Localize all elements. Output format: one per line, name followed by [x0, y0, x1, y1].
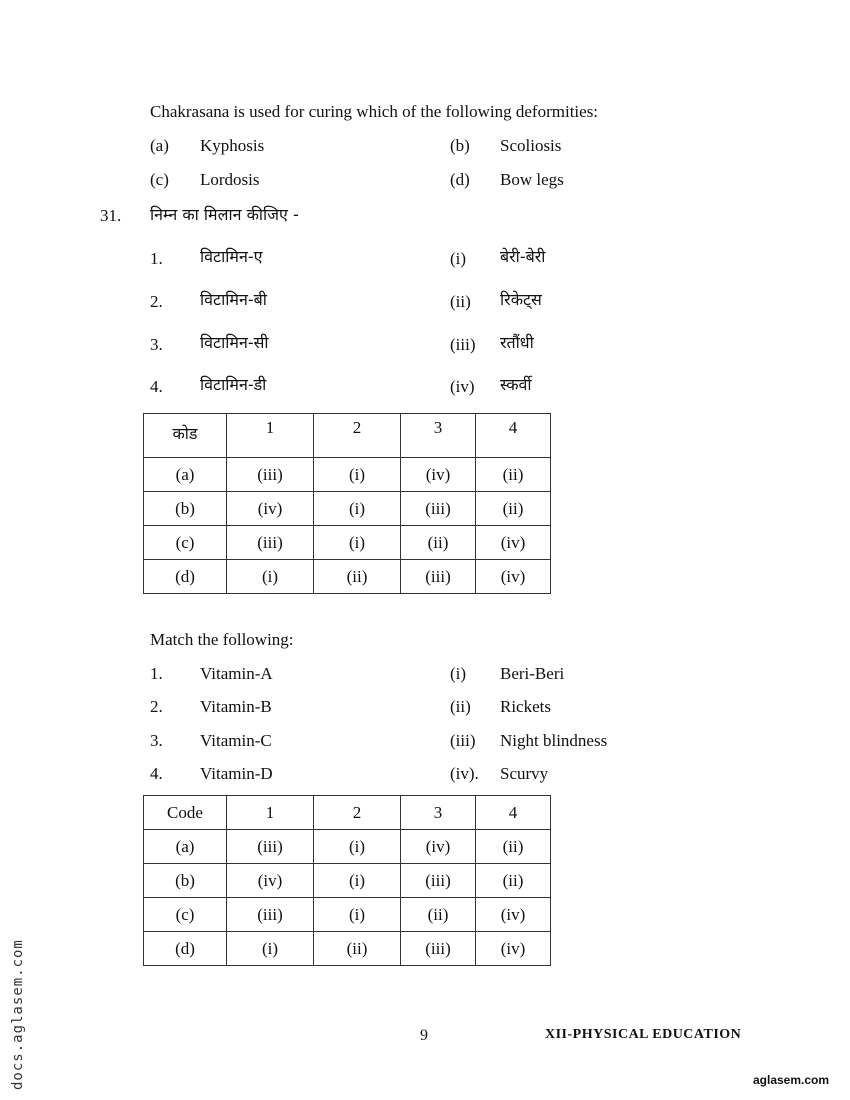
q30-option-a-label: (a) [150, 136, 169, 155]
q30-option-c-text: Lordosis [200, 170, 260, 189]
english-left-item-1: Vitamin-A [200, 664, 273, 683]
hindi-right-num-1: (i) [450, 249, 467, 268]
table-cell: (b) [144, 492, 227, 526]
hindi-right-item-4: स्कर्वी [500, 375, 532, 394]
table-cell: (iii) [227, 458, 314, 492]
q30-option-d-label: (d) [450, 170, 470, 189]
table-header-cell: 1 [227, 414, 314, 458]
q30-option-d-text: Bow legs [500, 170, 564, 189]
q30-question: Chakrasana is used for curing which of the following deformities: [150, 102, 599, 121]
table-cell: (iv) [227, 492, 314, 526]
hindi-left-num-2: 2. [150, 292, 163, 311]
hindi-code-table [143, 413, 551, 594]
table-cell: (b) [144, 864, 227, 898]
table-cell: (ii) [476, 864, 551, 898]
table-cell: (iv) [476, 898, 551, 932]
table-cell: (c) [144, 898, 227, 932]
table-cell: (ii) [476, 458, 551, 492]
table-header-cell: 3 [401, 414, 476, 458]
table-header-row [144, 414, 551, 458]
table-cell: (iv) [401, 830, 476, 864]
table-cell: (iv) [401, 458, 476, 492]
table-row [144, 932, 551, 966]
english-right-num-3: (iii) [450, 731, 476, 750]
hindi-right-item-1: बेरी-बेरी [500, 247, 546, 266]
table-cell: (i) [314, 526, 401, 560]
english-right-num-2: (ii) [450, 697, 471, 716]
table-cell: (i) [314, 864, 401, 898]
hindi-right-num-4: (iv) [450, 377, 475, 396]
table-cell: (iv) [476, 932, 551, 966]
q31-hindi-prompt: निम्न का मिलान कीजिए - [150, 205, 299, 224]
table-cell: (i) [314, 492, 401, 526]
table-row [144, 526, 551, 560]
hindi-right-num-2: (ii) [450, 292, 471, 311]
hindi-left-num-1: 1. [150, 249, 163, 268]
q30-option-a-text: Kyphosis [200, 136, 265, 155]
table-cell: (iv) [476, 526, 551, 560]
table-cell: (d) [144, 560, 227, 594]
brand-link[interactable]: aglasem.com [753, 1073, 830, 1087]
table-cell: (ii) [476, 830, 551, 864]
table-cell: (a) [144, 830, 227, 864]
hindi-left-item-4: विटामिन-डी [200, 375, 267, 394]
english-right-item-4: Scurvy [500, 764, 549, 783]
hindi-right-num-3: (iii) [450, 335, 476, 354]
english-code-table [143, 795, 551, 966]
table-cell: (iv) [476, 560, 551, 594]
table-header-cell: 3 [401, 796, 476, 830]
table-cell: (iii) [401, 492, 476, 526]
table-cell: (ii) [401, 526, 476, 560]
english-left-num-4: 4. [150, 764, 163, 783]
table-header-cell: 4 [476, 414, 551, 458]
english-left-num-3: 3. [150, 731, 163, 750]
table-cell: (i) [227, 560, 314, 594]
table-cell: (a) [144, 458, 227, 492]
english-left-item-3: Vitamin-C [200, 731, 272, 750]
hindi-left-item-1: विटामिन-ए [200, 247, 263, 266]
table-row [144, 560, 551, 594]
table-cell: (iii) [401, 864, 476, 898]
table-cell: (d) [144, 932, 227, 966]
table-cell: (iv) [227, 864, 314, 898]
table-cell: (ii) [401, 898, 476, 932]
table-cell: (c) [144, 526, 227, 560]
table-header-cell: 1 [227, 796, 314, 830]
english-left-num-1: 1. [150, 664, 163, 683]
table-cell: (ii) [314, 560, 401, 594]
table-header-cell: 2 [314, 796, 401, 830]
table-cell: (iii) [401, 932, 476, 966]
english-right-num-4: (iv). [450, 764, 479, 783]
table-header-cell: 4 [476, 796, 551, 830]
hindi-left-item-3: विटामिन-सी [200, 333, 269, 352]
english-right-num-1: (i) [450, 664, 467, 683]
english-right-item-1: Beri-Beri [500, 664, 565, 683]
table-cell: (iii) [401, 560, 476, 594]
english-right-item-3: Night blindness [500, 731, 608, 750]
english-left-item-4: Vitamin-D [200, 764, 273, 783]
english-left-num-2: 2. [150, 697, 163, 716]
table-cell: (ii) [476, 492, 551, 526]
table-header-row [144, 796, 551, 830]
table-row [144, 864, 551, 898]
hindi-right-item-2: रिकेट्स [500, 290, 542, 309]
table-cell: (iii) [227, 830, 314, 864]
q30-option-c-label: (c) [150, 170, 169, 189]
english-left-item-2: Vitamin-B [200, 697, 272, 716]
english-right-item-2: Rickets [500, 697, 551, 716]
hindi-right-item-3: रतौंधी [500, 333, 534, 352]
table-cell: (iii) [227, 898, 314, 932]
table-header-cell: कोड [144, 414, 227, 458]
table-row [144, 458, 551, 492]
table-cell: (i) [314, 898, 401, 932]
watermark-text: docs.aglasem.com [10, 939, 26, 1090]
table-header-cell: Code [144, 796, 227, 830]
q31-english-prompt: Match the following: [150, 630, 294, 649]
table-cell: (iii) [227, 526, 314, 560]
page-number: 9 [420, 1027, 428, 1044]
table-cell: (i) [227, 932, 314, 966]
table-header-cell: 2 [314, 414, 401, 458]
hindi-left-item-2: विटामिन-बी [200, 290, 267, 309]
table-row [144, 898, 551, 932]
table-row [144, 830, 551, 864]
q30-option-b-text: Scoliosis [500, 136, 562, 155]
hindi-left-num-3: 3. [150, 335, 163, 354]
footer-title: XII-PHYSICAL EDUCATION [545, 1027, 742, 1042]
table-cell: (i) [314, 458, 401, 492]
table-cell: (ii) [314, 932, 401, 966]
q30-option-b-label: (b) [450, 136, 470, 155]
table-cell: (i) [314, 830, 401, 864]
hindi-left-num-4: 4. [150, 377, 163, 396]
question-number: 31. [100, 206, 122, 225]
table-row [144, 492, 551, 526]
